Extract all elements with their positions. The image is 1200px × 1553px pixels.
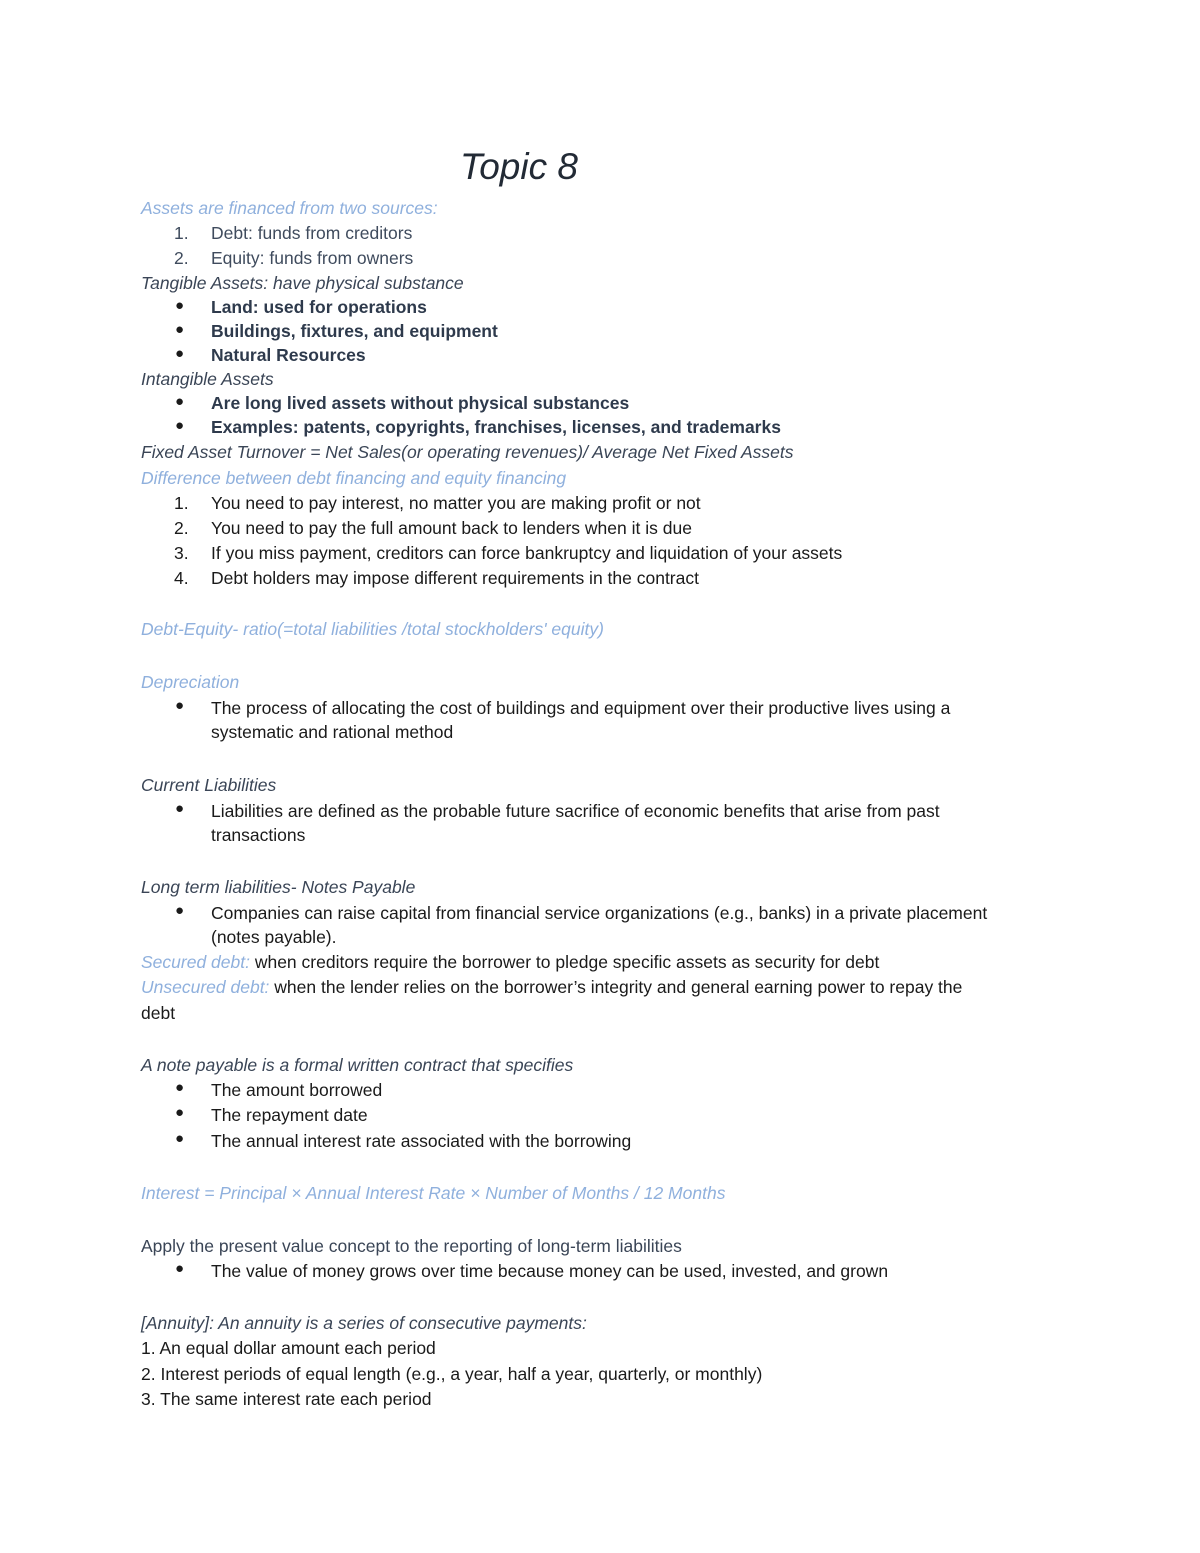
list-number: 4. — [174, 568, 189, 588]
current-liabilities-text: Liabilities are defined as the probable future sacrifice of economic benefits that arise from past — [211, 801, 940, 821]
unsecured-debt-line — [141, 975, 962, 999]
secured-debt-line — [141, 950, 879, 974]
depreciation-text-cont: systematic and rational method — [211, 722, 454, 742]
list-number: 1. — [174, 493, 189, 513]
long-term-text-cont: (notes payable). — [211, 927, 337, 947]
bullet-icon: ● — [175, 800, 185, 817]
fixed-asset-formula: Fixed Asset Turnover = Net Sales(or operating revenues)/ Average Net Fixed Assets — [141, 442, 794, 462]
difference-header: Difference between debt financing and equity financing — [141, 468, 567, 488]
list-item: Debt holders may impose different requirements in the contract — [211, 568, 699, 588]
list-item: If you miss payment, creditors can force bankruptcy and liquidation of your assets — [211, 543, 843, 563]
unsecured-debt-text-cont: debt — [141, 1003, 176, 1023]
intangible-header: Intangible Assets — [141, 369, 274, 389]
list-item: Are long lived assets without physical substances — [211, 393, 630, 413]
list-number: 1. — [174, 223, 189, 243]
depreciation-text: The process of allocating the cost of buildings and equipment over their productive lives using a — [211, 698, 951, 718]
list-item: Equity: funds from owners — [211, 248, 414, 268]
list-item: 2. Interest periods of equal length (e.g., a year, half a year, quarterly, or monthly) — [141, 1364, 763, 1384]
list-number: 2. — [174, 248, 189, 268]
bullet-icon: ● — [175, 1079, 185, 1096]
list-item: Examples: patents, copyrights, franchises, licenses, and trademarks — [211, 417, 781, 437]
assets-header: Assets are financed from two sources: — [141, 198, 438, 218]
current-liabilities-header: Current Liabilities — [141, 775, 277, 795]
present-value-text: The value of money grows over time because money can be used, invested, and grown — [211, 1261, 889, 1281]
list-item: The amount borrowed — [211, 1080, 383, 1100]
bullet-icon: ● — [175, 1104, 185, 1121]
list-item: Buildings, fixtures, and equipment — [211, 321, 498, 341]
unsecured-debt-label: Unsecured debt: — [141, 977, 270, 997]
bullet-icon: ● — [175, 1130, 185, 1147]
unsecured-debt-text: when the lender relies on the borrower’s integrity and general earning power to repay the — [269, 977, 963, 997]
list-item: 3. The same interest rate each period — [141, 1389, 432, 1409]
note-payable-header: A note payable is a formal written contract that specifies — [141, 1055, 574, 1075]
list-item: You need to pay interest, no matter you are making profit or not — [211, 493, 701, 513]
list-item: The repayment date — [211, 1105, 368, 1125]
list-number: 3. — [174, 543, 189, 563]
list-item: Natural Resources — [211, 345, 366, 365]
list-item: The annual interest rate associated with the borrowing — [211, 1131, 632, 1151]
bullet-icon: ● — [175, 393, 185, 410]
list-item: Land: used for operations — [211, 297, 427, 317]
secured-debt-label: Secured debt: — [141, 952, 250, 972]
bullet-icon: ● — [175, 697, 185, 714]
list-number: 2. — [174, 518, 189, 538]
bullet-icon: ● — [175, 902, 185, 919]
secured-debt-text: when creditors require the borrower to pledge specific assets as security for debt — [249, 952, 880, 972]
debt-equity-ratio: Debt-Equity- ratio(=total liabilities /total stockholders' equity) — [141, 619, 604, 639]
annuity-header: [Annuity]: An annuity is a series of consecutive payments: — [141, 1313, 587, 1333]
bullet-icon: ● — [175, 1260, 185, 1277]
tangible-header: Tangible Assets: have physical substance — [141, 273, 464, 293]
interest-formula: Interest = Principal × Annual Interest Rate × Number of Months / 12 Months — [141, 1183, 726, 1203]
long-term-text: Companies can raise capital from financial service organizations (e.g., banks) in a private placement — [211, 903, 988, 923]
depreciation-header: Depreciation — [141, 672, 240, 692]
page-title: Topic 8 — [460, 146, 578, 187]
list-item: Debt: funds from creditors — [211, 223, 413, 243]
bullet-icon: ● — [175, 345, 185, 362]
bullet-icon: ● — [175, 297, 185, 314]
bullet-icon: ● — [175, 321, 185, 338]
list-item: You need to pay the full amount back to lenders when it is due — [211, 518, 692, 538]
list-item: 1. An equal dollar amount each period — [141, 1338, 436, 1358]
current-liabilities-text-cont: transactions — [211, 825, 306, 845]
bullet-icon: ● — [175, 417, 185, 434]
present-value-header: Apply the present value concept to the reporting of long-term liabilities — [141, 1236, 682, 1256]
long-term-header: Long term liabilities- Notes Payable — [141, 877, 416, 897]
